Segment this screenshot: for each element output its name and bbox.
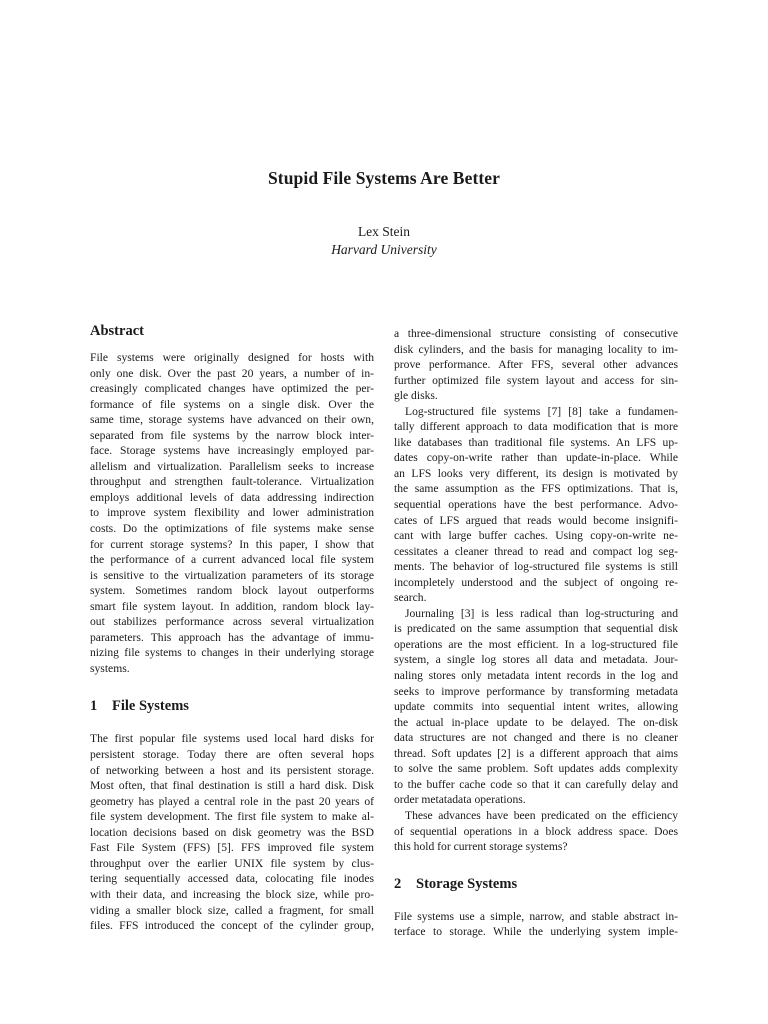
text-line: out stabilizes performance across several virtualization [90,615,374,629]
text-line: naling stores only metadata intent records in the log and [394,669,678,683]
text-line: with their data, and increasing the block size, while pro- [90,887,374,901]
text-line: cates of LFS argued that reads would become insignifi- [394,513,678,527]
abstract-body [90,350,374,676]
paragraph-journaling [394,606,678,808]
text-line: for current storage systems? In this paper, I show that [90,537,374,551]
text-line: gle disks. [394,389,438,403]
text-line: ments. The behavior of log-structured file systems is still [394,560,678,574]
text-line: nizing file systems to changes in their underlying storage [90,646,374,660]
text-line: file system development. The first file system to make al- [90,810,374,824]
section-2-body [394,909,678,940]
text-line: thread. Soft updates [2] is a different approach that aims [394,746,678,760]
text-line: same time, storage systems have advanced on their own, [90,413,374,427]
text-line: viding a smaller block size, called a fragment, for small [90,903,374,917]
text-line: dates copy-on-write rather than update-in-place. While [394,451,678,465]
left-column [90,324,374,934]
text-line: only one disk. Over the past 20 years, a number of in- [90,366,374,380]
author-name: Lex Stein [357,224,411,239]
text-line: face. Storage systems have increasingly employed par- [90,444,374,458]
text-line: cessitates a cleaner thread to read and compact log seg- [394,544,678,558]
author-affiliation: Harvard University [331,242,437,257]
text-line: Most often, that final destination is still a hard disk. Disk [90,779,374,793]
paper-title: Stupid File Systems Are Better [267,168,501,188]
text-line: further optimized file system layout and access for sin- [394,373,678,387]
paragraph-lfs [394,404,678,606]
text-line: geometry has played a central role in the past 20 years of [90,794,374,808]
text-line: is sensitive to the virtualization parameters of its storage [90,568,374,582]
text-line: to the buffer cache code so that it can carefully delay and [394,777,678,791]
text-line: data structures are not changed and there is no cleaner [394,731,678,745]
text-line: sequential operations have the best performance. Advo- [394,498,678,512]
text-line: the performance of a current advanced local file system [90,553,374,567]
text-line: system. Sometimes random block layout outperforms [90,584,374,598]
text-line: to improve system flexibility and lower administration [90,506,374,520]
text-line: parameters. This approach has the advantage of immu- [90,630,374,644]
section-2-heading [394,877,678,897]
text-line: cant with large buffer caches. Using copy-on-write ne- [394,529,678,543]
text-line: files. FFS introduced the concept of the cylinder group, [90,919,374,933]
section-1-title: File Systems [112,698,189,715]
text-line: of networking between a host and its persistent storage. [90,763,374,777]
text-line: persistent storage. Today there are often several hops [90,748,374,762]
text-line: this hold for current storage systems? [394,840,568,854]
text-line: the same assumption as the FFS optimizations. That is, [394,482,678,496]
text-line: creasingly complicated changes have optimized the per- [90,382,374,396]
text-line: Fast File System (FFS) [5]. FFS improved file system [90,841,374,855]
text-line: order metatadata operations. [394,793,526,807]
text-line: prove performance. After FFS, several other advances [394,358,678,372]
text-line: operations are the most efficient. In a log-structured file [394,637,678,651]
text-line: throughput over the earlier UNIX file system by clus- [90,856,374,870]
text-line: tering sequentially accessed data, colocating file inodes [90,872,374,886]
text-line: search. [394,591,427,605]
text-line: The first popular file systems used local hard disks for [90,732,374,746]
text-line: throughput and strengthen fault-tolerance. Virtualization [90,475,374,489]
text-line: the actual in-place update to be delayed. The on-disk [394,715,678,729]
paragraph-sequential [394,808,678,855]
text-line: employs additional levels of data addressing indirection [90,490,374,504]
right-column [394,326,678,940]
text-line: smart file system layout. In addition, random block lay- [90,599,374,613]
section-2-number: 2 [394,875,402,892]
text-line: like databases than traditional file systems. An LFS up- [394,435,678,449]
text-line: update commits into sequential intent writes, allowing [394,700,678,714]
text-line: terface to storage. While the underlying system imple- [394,925,678,939]
abstract-heading: Abstract [90,323,144,339]
paragraph-ffs-continued [394,326,678,404]
text-line: File systems were originally designed for hosts with [90,351,374,364]
text-line: disk cylinders, and the basis for managing locality to im- [394,342,678,356]
section-2-title: Storage Systems [416,875,518,892]
text-line: of sequential operations in a block address space. Does [394,824,678,838]
text-line: location decisions based on disk geometry was the BSD [90,825,374,839]
text-line: Log-structured file systems [7] [8] take a fundamen- [405,404,678,418]
text-line: is predicated on the same assumption that sequential disk [394,622,678,636]
text-line: a three-dimensional structure consisting of consecutive [394,327,678,340]
section-1-body [90,731,374,933]
text-line: incompletely understood and the subject of ongoing re- [394,575,678,589]
text-line: seeks to improve performance by transforming metadata [394,684,678,698]
text-line: separated from file systems by the narrow block inter- [90,428,374,442]
text-line: File systems use a simple, narrow, and stable abstract in- [394,909,678,923]
text-line: allelism and virtualization. Parallelism seeks to increase [90,459,374,473]
text-line: Journaling [3] is less radical than log-structuring and [405,606,678,620]
text-line: systems. [90,661,130,675]
text-line: costs. Do the optimizations of file systems make sense [90,522,374,536]
text-line: to solve the same problem. Soft updates adds complexity [394,762,678,776]
text-line: These advances have been predicated on the efficiency [405,808,678,822]
text-line: formance of file systems on a single disk. Over the [90,397,374,411]
section-1-heading [90,699,374,719]
text-line: tally different approach to data modification that is more [394,420,678,434]
text-line: an LFS looks very different, its design is motivated by [394,466,678,480]
text-line: system, a single log stores all data and metadata. Jour- [394,653,678,667]
section-1-number: 1 [90,698,98,715]
